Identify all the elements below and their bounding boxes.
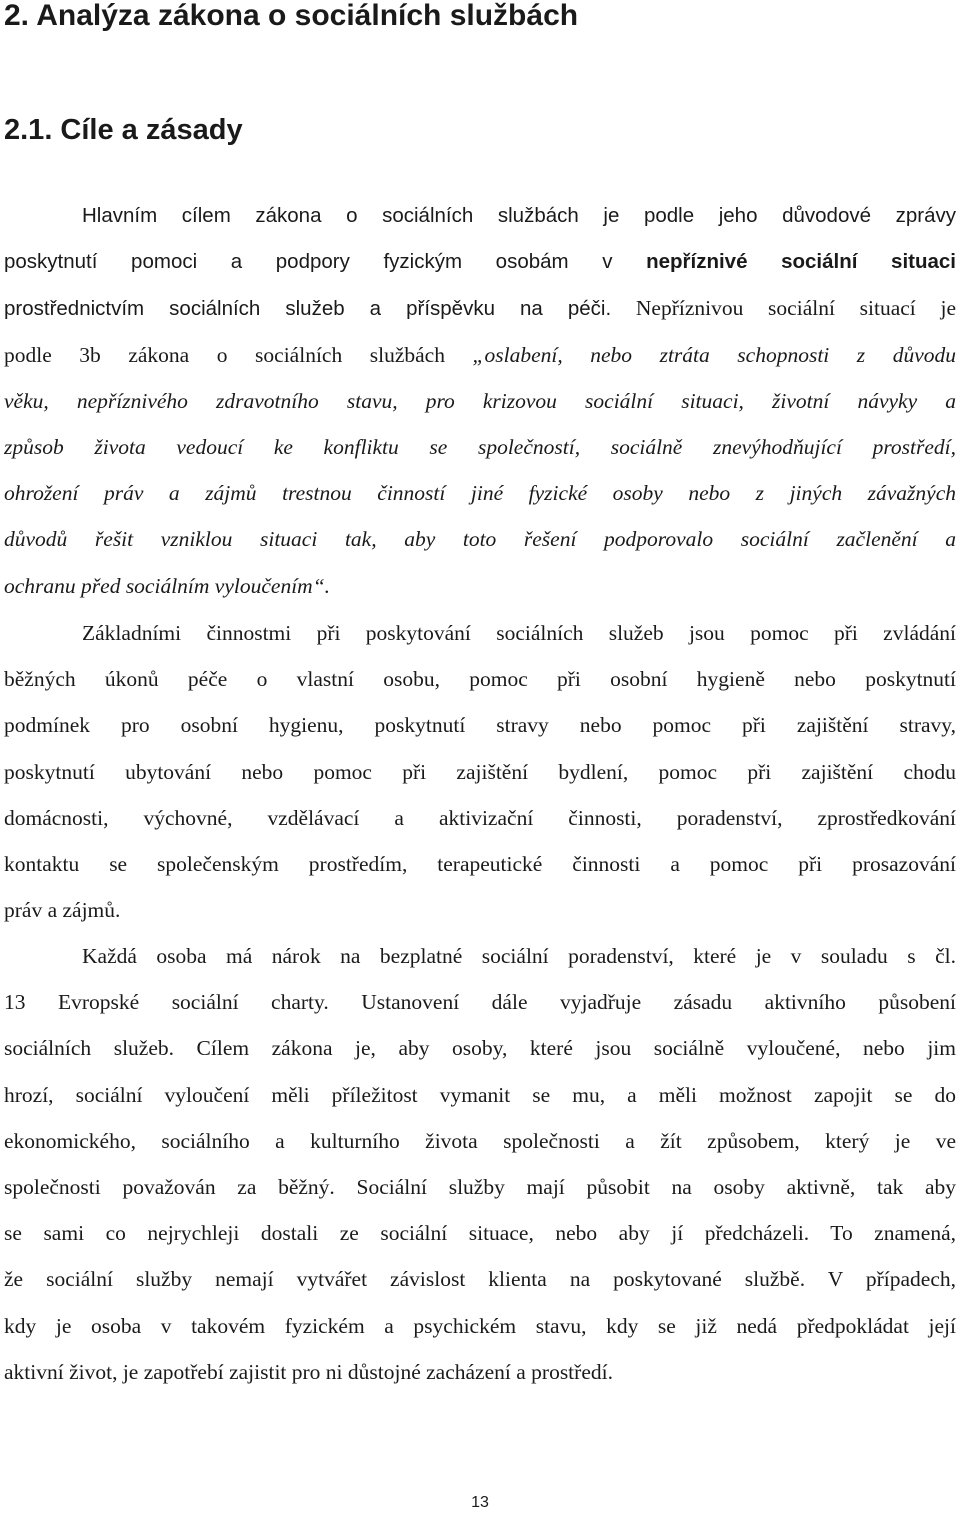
text-run: prostřednictvím sociálních služeb a příspěvku na péči.: [4, 297, 612, 321]
text-line: se sami co nejrychleji dostali ze sociální situace, nebo aby jí předcházeli. To znamená,: [4, 1221, 956, 1246]
text-line: poskytnutí ubytování nebo pomoc při zajištění bydlení, pomoc při zajištění chodu: [4, 759, 956, 784]
bold-term: nepříznivé sociální situaci: [646, 250, 956, 274]
quote-line: ohrožení práv a zájmů trestnou činností jiné fyzické osoby nebo z jiných závažných: [4, 481, 956, 506]
text-line: 13 Evropské sociální charty. Ustanovení dále vyjadřuje zásadu aktivního působení: [4, 990, 956, 1015]
text-run: podle 3b zákona o sociálních službách: [4, 342, 473, 367]
quote-line: důvodů řešit vzniklou situaci tak, aby toto řešení podporovalo sociální začlenění a: [4, 527, 956, 552]
text-line: [4, 332, 956, 378]
quote-line: věku, nepříznivého zdravotního stavu, pro krizovou sociální situaci, životní návyky a: [4, 388, 956, 413]
paragraph-goals: [4, 193, 956, 609]
text-line: ekonomického, sociálního a kulturního života společnosti a žít způsobem, který je ve: [4, 1128, 956, 1153]
text-line: kdy je osoba v takovém fyzickém a psychickém stavu, kdy se již nedá předpokládat její: [4, 1313, 956, 1338]
text-line: kontaktu se společenským prostředím, terapeutické činnosti a pomoc při prosazování: [4, 851, 956, 876]
text-run: poskytnutí pomoci a podpory fyzickým osobám v: [4, 250, 647, 274]
text-line: [4, 239, 956, 285]
paragraph-counseling: [4, 933, 956, 1395]
quote-line: způsob života vedoucí ke konfliktu se společností, sociálně znevýhodňující prostředí,: [4, 434, 956, 459]
text-line: běžných úkonů péče o vlastní osobu, pomoc při osobní hygieně nebo poskytnutí: [4, 667, 956, 692]
text-line: Základními činnostmi při poskytování sociálních služeb jsou pomoc při zvládání: [82, 621, 956, 645]
text-line: podmínek pro osobní hygienu, poskytnutí stravy nebo pomoc při zajištění stravy,: [4, 713, 956, 738]
text-line: sociálních služeb. Cílem zákona je, aby osoby, které jsou sociálně vyloučené, nebo jim: [4, 1036, 956, 1061]
text-line: Každá osoba má nárok na bezplatné sociální poradenství, které je v souladu s čl.: [82, 944, 956, 968]
text-line: práv a zájmů.: [4, 898, 121, 923]
text-line: [4, 285, 956, 331]
text-line: Hlavním cílem zákona o sociálních službách je podle jeho důvodové zprávy: [82, 204, 956, 227]
section-heading: 2.1. Cíle a zásady: [4, 114, 243, 146]
text-line: hrozí, sociální vyloučení měli příležitost vymanit se mu, a měli možnost zapojit se do: [4, 1082, 956, 1107]
paragraph-activities: [4, 610, 956, 933]
quote-text: „oslabení, nebo ztráta schopnosti z důvodu: [472, 342, 956, 367]
text-run: Nepříznivou sociální situací je: [611, 296, 956, 321]
text-line: domácnosti, výchovné, vzdělávací a aktivizační činnosti, poradenství, zprostředkování: [4, 805, 956, 830]
text-line: že sociální služby nemají vytvářet závislost klienta na poskytované službě. V případech,: [4, 1267, 956, 1292]
quote-line: ochranu před sociálním vyloučením“.: [4, 573, 331, 598]
text-line: společnosti považován za běžný. Sociální služby mají působit na osoby aktivně, tak aby: [4, 1174, 956, 1199]
page-number: 13: [471, 1494, 489, 1511]
text-line: aktivní život, je zapotřebí zajistit pro ni důstojné zacházení a prostředí.: [4, 1359, 613, 1384]
chapter-heading: 2. Analýza zákona o sociálních službách: [4, 0, 579, 32]
